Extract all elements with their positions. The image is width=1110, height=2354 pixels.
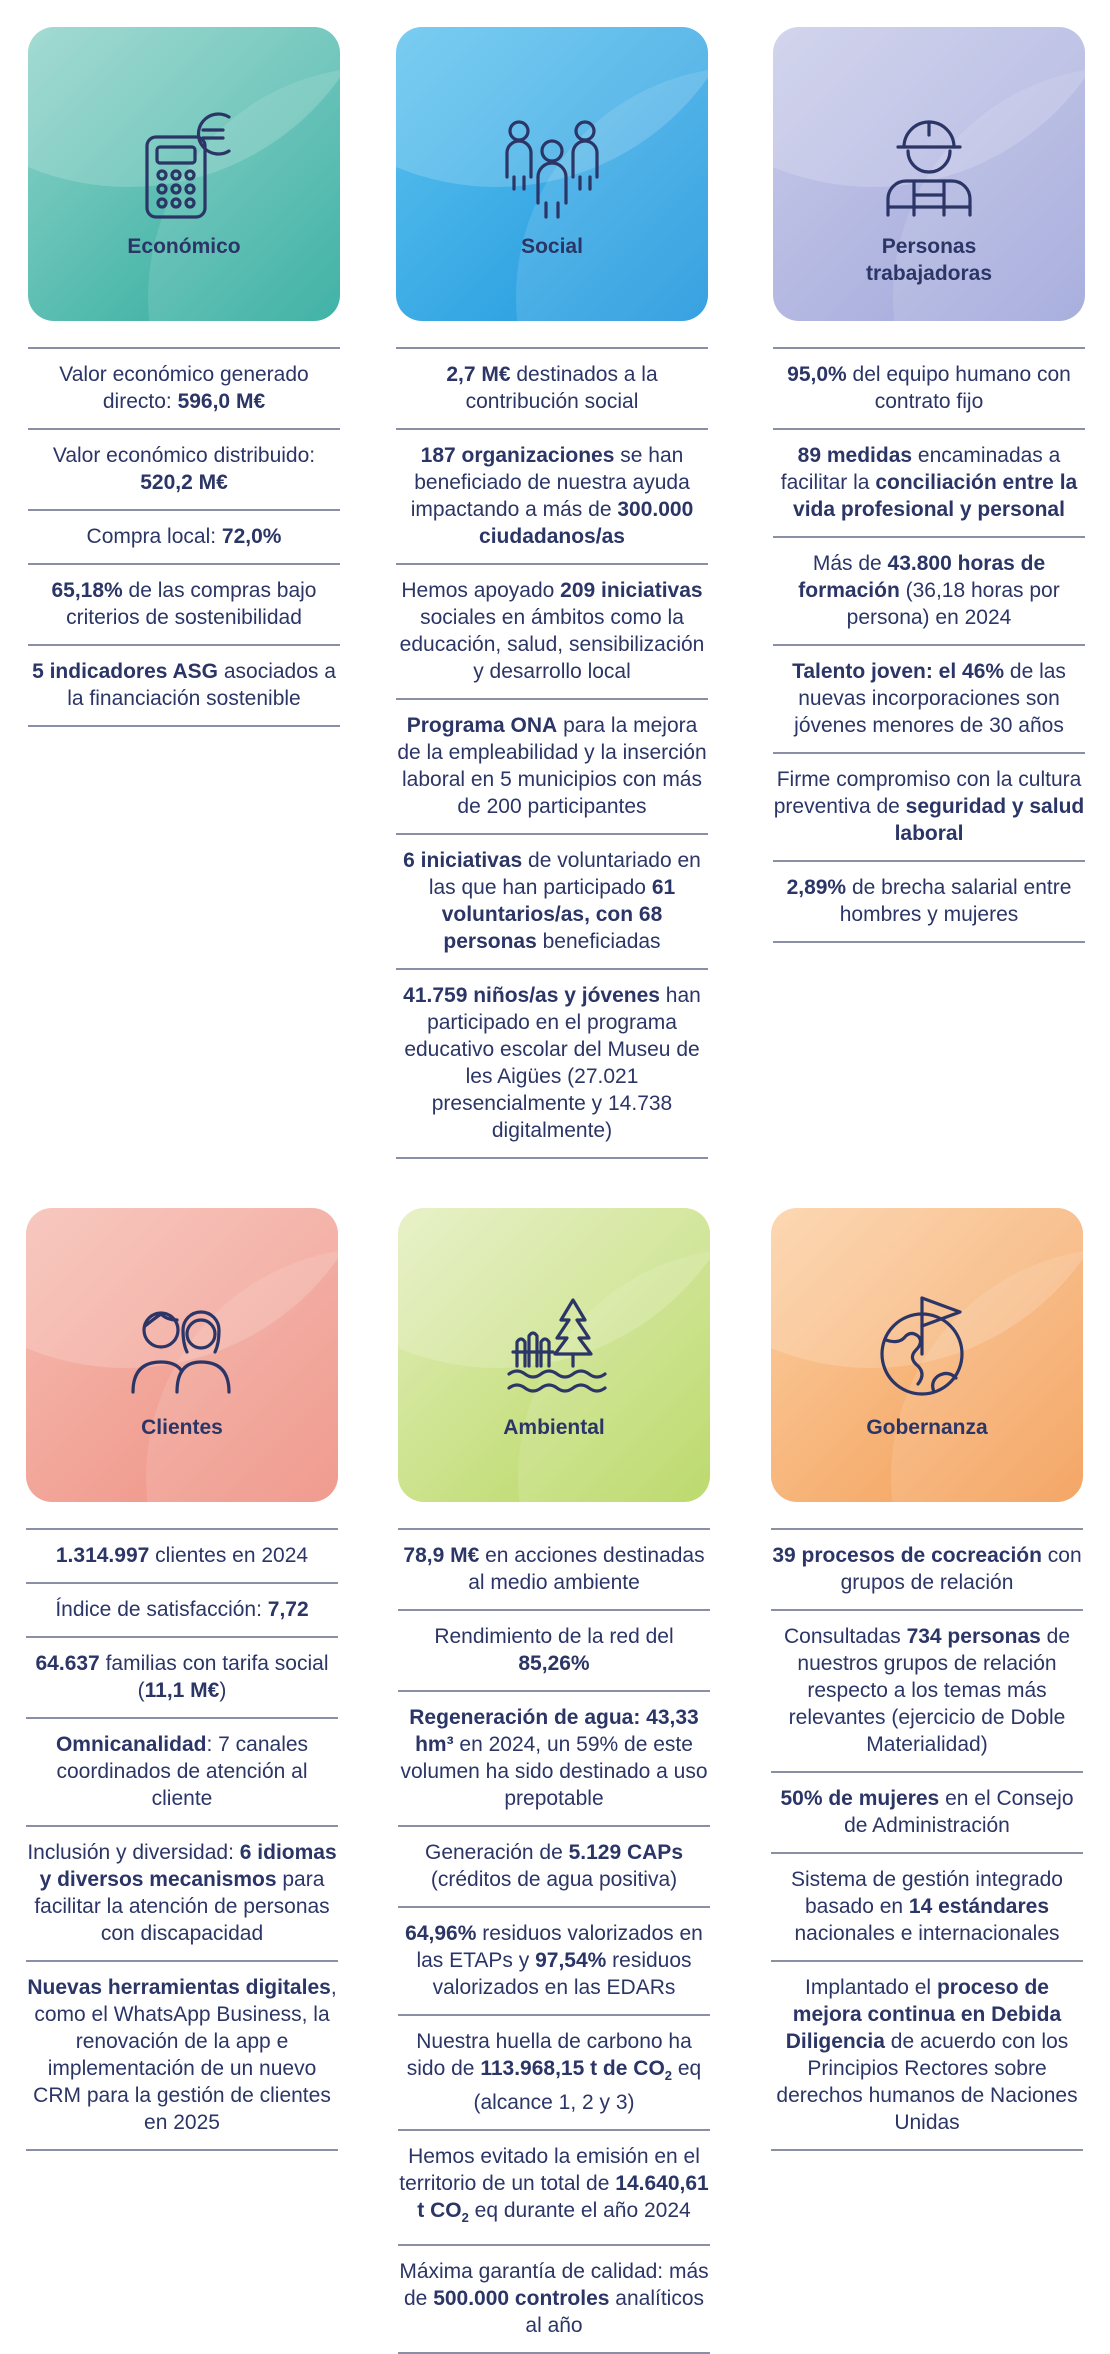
section-personas — [773, 27, 1085, 943]
item-text: Implantado el — [805, 1976, 937, 1999]
item-text: 300.000 ciudadanos/as — [479, 498, 694, 548]
ambiental-card — [398, 1208, 710, 1502]
item-text: 113.968,15 t de CO — [480, 2057, 665, 2080]
personas-title: Personas trabajadoras — [865, 235, 993, 285]
item-text: 5.129 CAPs — [568, 1841, 683, 1864]
people-group-icon — [497, 111, 607, 221]
item-text: 85,26% — [518, 1652, 590, 1675]
item-text: 50% de mujeres — [780, 1787, 940, 1810]
item-text: asociados a la financiación sostenible — [67, 660, 336, 710]
item-text: clientes en 2024 — [149, 1544, 309, 1567]
personas-item — [773, 862, 1085, 943]
ambiental-item — [398, 1908, 710, 2016]
item-text: 209 iniciativas — [560, 579, 703, 602]
item-text: Valor económico generado directo: — [59, 363, 309, 413]
item-text: familias con tarifa social ( — [99, 1652, 329, 1702]
ambiental-item — [398, 2016, 710, 2131]
economico-item — [28, 430, 340, 511]
item-text: Máxima garantía de calidad: más de — [399, 2260, 709, 2311]
social-card — [396, 27, 708, 321]
item-text: Valor económico distribuido: — [52, 444, 316, 467]
gobernanza-title: Gobernanza — [866, 1416, 988, 1439]
ambiental-item — [398, 1827, 710, 1908]
item-text: 2,89% — [786, 876, 847, 899]
item-text: 61 voluntarios/as, con 68 personas — [441, 876, 676, 953]
gobernanza-item — [771, 1773, 1083, 1854]
item-text: (36,18 horas por persona) en 2024 — [846, 579, 1060, 629]
item-text: 596,0 M€ — [177, 390, 266, 413]
worker-helmet-icon — [874, 111, 984, 221]
personas-item — [773, 430, 1085, 538]
item-text: beneficiadas — [536, 930, 661, 953]
economico-item — [28, 565, 340, 646]
item-text: de brecha salarial entre hombres y mujeres — [839, 876, 1072, 926]
economico-item — [28, 511, 340, 565]
clientes-item — [26, 1827, 338, 1962]
item-text: Sistema de gestión integrado basado en — [790, 1868, 1063, 1918]
item-text: en acciones destinadas al medio ambiente — [468, 1544, 705, 1594]
item-text: 6 idiomas y diversos mecanismos — [39, 1841, 337, 1891]
item-text: nacionales e internacionales — [794, 1922, 1060, 1945]
social-item — [396, 349, 708, 430]
clientes-list — [26, 1528, 338, 2151]
item-text: 187 organizaciones — [420, 444, 615, 467]
item-text: Más de — [812, 552, 888, 575]
ambiental-item — [398, 1530, 710, 1611]
economico-item — [28, 349, 340, 430]
personas-item — [773, 754, 1085, 862]
item-text: proceso de mejora continua en Debida Diligencia — [785, 1976, 1062, 2053]
item-text: Firme compromiso con la cultura preventiva de — [773, 768, 1082, 818]
item-text: 6 iniciativas — [403, 849, 523, 872]
clientes-card — [26, 1208, 338, 1502]
personas-item — [773, 349, 1085, 430]
item-text: analíticos al año — [525, 2287, 705, 2338]
item-text: con grupos de relación — [840, 1544, 1082, 1594]
item-text: 520,2 M€ — [140, 471, 228, 494]
item-text: , como el WhatsApp Business, la renovación de la app e implementación de un nuevo CRM para la gestión de clientes en 2025 — [33, 1976, 337, 2134]
clientes-item — [26, 1584, 338, 1638]
item-text: 7,72 — [267, 1598, 309, 1621]
item-text: Nuestra huella de carbono ha sido de — [406, 2030, 692, 2080]
gobernanza-item — [771, 1854, 1083, 1962]
item-text: de nuestros grupos de relación respecto a los temas más relevantes (ejercicio de Doble Materialidad) — [788, 1625, 1071, 1756]
ambiental-item — [398, 1692, 710, 1827]
gobernanza-item — [771, 1611, 1083, 1773]
item-text: residuos valorizados en las EDARs — [432, 1949, 692, 1999]
item-text: 2 — [664, 2068, 673, 2084]
item-text: 500.000 controles — [433, 2287, 610, 2311]
item-text: Rendimiento de la red del — [434, 1625, 674, 1648]
economico-title: Económico — [127, 235, 241, 258]
item-text: 2,7 M€ — [446, 363, 511, 386]
item-text: 65,18% — [51, 579, 123, 602]
section-gobernanza — [771, 1208, 1083, 2151]
social-item — [396, 700, 708, 835]
personas-item — [773, 646, 1085, 754]
item-text: en el Consejo de Administración — [844, 1787, 1074, 1837]
personas-list — [773, 347, 1085, 943]
item-text: Generación de — [424, 1841, 569, 1864]
ambiental-list — [398, 1528, 710, 2354]
item-text: Consultadas — [783, 1625, 907, 1648]
item-text: 734 personas — [906, 1625, 1041, 1648]
forest-water-icon — [499, 1292, 609, 1402]
item-text: en 2024, un 59% de este volumen ha sido destinado a uso prepotable — [400, 1733, 708, 1810]
item-text: 11,1 M€ — [144, 1679, 220, 1702]
item-text: Nuevas herramientas digitales — [27, 1976, 331, 1999]
clientes-item — [26, 1638, 338, 1719]
item-text: sociales en ámbitos como la educación, salud, sensibilización y desarrollo local — [399, 606, 705, 683]
item-text: han participado en el programa educativo escolar del Museu de les Aigües (27.021 presencialmente y 14.738 digitalmente) — [404, 984, 701, 1142]
item-text: de las nuevas incorporaciones son jóvenes menores de 30 años — [794, 660, 1066, 737]
item-text: Omnicanalidad — [55, 1733, 207, 1756]
social-item — [396, 835, 708, 970]
item-text: para facilitar la atención de personas con discapacidad — [34, 1868, 330, 1945]
item-text: 72,0% — [221, 525, 282, 548]
item-text: de acuerdo con los Principios Rectores sobre derechos humanos de Naciones Unidas — [776, 2030, 1078, 2134]
item-text: 89 medidas — [797, 444, 913, 467]
item-text: 1.314.997 — [55, 1544, 150, 1567]
ambiental-item — [398, 2246, 710, 2354]
social-list — [396, 347, 708, 1159]
item-text: se han beneficiado de nuestra ayuda impactando a más de — [410, 444, 690, 521]
economico-item — [28, 646, 340, 727]
item-text: Programa ONA — [406, 714, 558, 737]
item-text: 43.800 horas de formación — [798, 552, 1046, 602]
item-text: encaminadas a facilitar la — [780, 444, 1061, 494]
item-text: Regeneración de agua: 43,33 hm³ — [409, 1706, 699, 1756]
item-text: de voluntariado en las que han participado — [428, 849, 701, 899]
item-text: 14.640,61 t CO — [417, 2172, 709, 2223]
ambiental-item — [398, 1611, 710, 1692]
social-item — [396, 430, 708, 565]
item-text: 14 estándares — [908, 1895, 1050, 1918]
item-text: eq durante el año 2024 — [468, 2199, 691, 2223]
item-text: (créditos de agua positiva) — [430, 1868, 678, 1891]
section-social — [396, 27, 708, 1159]
section-clientes — [26, 1208, 338, 2151]
clientes-title: Clientes — [141, 1416, 223, 1439]
item-text: 97,54% — [535, 1949, 607, 1972]
gobernanza-card — [771, 1208, 1083, 1502]
item-text: seguridad y salud laboral — [894, 795, 1085, 845]
item-text: 78,9 M€ — [403, 1544, 480, 1567]
gobernanza-list — [771, 1528, 1083, 2151]
economico-list — [28, 347, 340, 727]
item-text: 41.759 niños/as y jóvenes — [403, 984, 660, 1007]
item-text: eq (alcance 1, 2 y 3) — [473, 2057, 702, 2115]
item-text: 64,96% — [405, 1922, 477, 1945]
globe-flag-icon — [872, 1292, 982, 1402]
clientes-item — [26, 1962, 338, 2151]
social-item — [396, 970, 708, 1159]
personas-card — [773, 27, 1085, 321]
gobernanza-item — [771, 1962, 1083, 2151]
item-text: Compra local: — [86, 525, 222, 548]
item-text: ) — [219, 1679, 227, 1702]
item-text: Hemos apoyado — [401, 579, 561, 602]
clientes-item — [26, 1530, 338, 1584]
clientes-item — [26, 1719, 338, 1827]
section-economico — [28, 27, 340, 727]
social-title: Social — [521, 235, 583, 258]
item-text: conciliación entre la vida profesional y personal — [793, 471, 1078, 521]
item-text: Hemos evitado la emisión en el territorio de un total de — [399, 2145, 700, 2196]
item-text: Índice de satisfacción: — [55, 1598, 268, 1621]
personas-item — [773, 538, 1085, 646]
ambiental-title: Ambiental — [503, 1416, 605, 1439]
gobernanza-item — [771, 1530, 1083, 1611]
item-text: Talento joven: el 46% — [792, 660, 1005, 683]
calculator-euro-icon — [129, 111, 239, 221]
item-text: 5 indicadores ASG — [32, 660, 219, 683]
item-text: destinados a la contribución social — [465, 363, 658, 413]
item-text: Inclusión y diversidad: — [27, 1841, 240, 1864]
economico-card — [28, 27, 340, 321]
item-text: del equipo humano con contrato fijo — [846, 363, 1071, 413]
two-people-icon — [127, 1292, 237, 1402]
section-ambiental — [398, 1208, 710, 2354]
item-text: 64.637 — [35, 1652, 100, 1675]
social-item — [396, 565, 708, 700]
item-text: 39 procesos de cocreación — [772, 1544, 1042, 1567]
item-text: 2 — [461, 2210, 469, 2226]
item-text: : 7 canales coordinados de atención al cliente — [56, 1733, 309, 1810]
item-text: de las compras bajo criterios de sostenibilidad — [66, 579, 317, 629]
item-text: para la mejora de la empleabilidad y la inserción laboral en 5 municipios con más de 200 participantes — [397, 714, 707, 818]
item-text: residuos valorizados en las ETAPs y — [416, 1922, 703, 1972]
ambiental-item — [398, 2131, 710, 2246]
item-text: 95,0% — [787, 363, 847, 386]
